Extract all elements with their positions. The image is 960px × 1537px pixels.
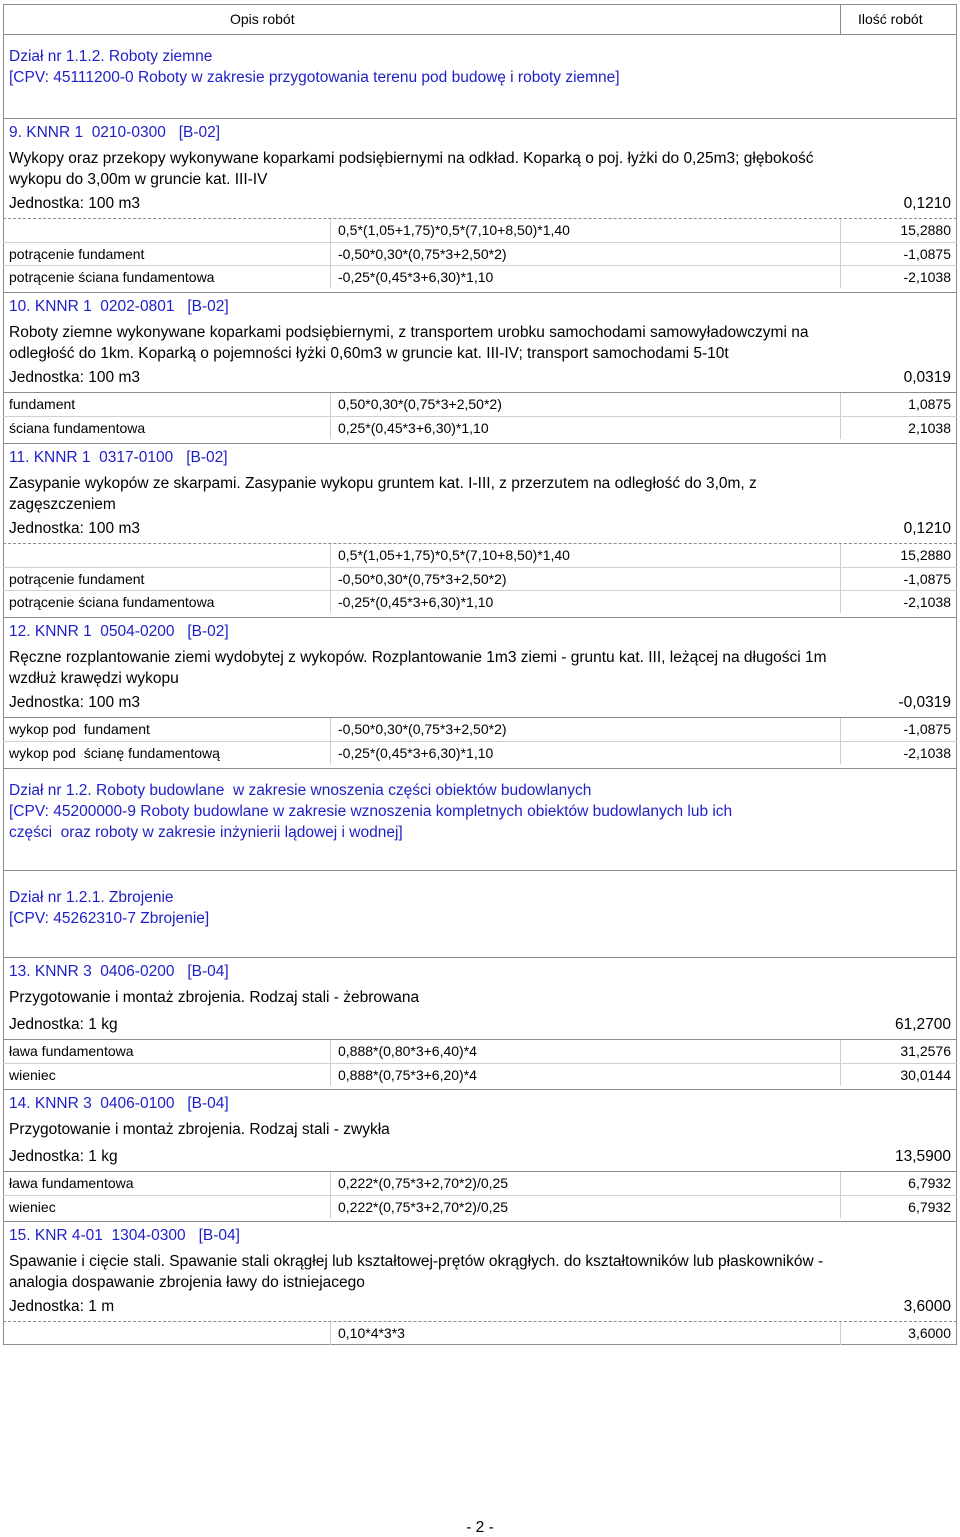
measure-value: 31,2576 xyxy=(840,1040,957,1063)
unit-quantity: 0,1210 xyxy=(903,520,951,537)
item-13 xyxy=(3,957,957,1089)
item-number: 15. KNR 4-01 1304-0300 [B-04] xyxy=(9,1227,240,1244)
measure-row xyxy=(3,741,957,764)
unit-row xyxy=(3,1295,957,1319)
measure-label: potrącenie ściana fundamentowa xyxy=(9,269,215,285)
measure-label: fundament xyxy=(9,396,76,412)
measure-formula: 0,222*(0,75*3+2,70*2)/0,25 xyxy=(330,1196,840,1218)
measure-formula: 0,888*(0,80*3+6,40)*4 xyxy=(330,1040,840,1063)
measure-value: 15,2880 xyxy=(840,219,957,242)
section-1-1-2 xyxy=(3,34,957,118)
description-line: Spawanie i cięcie stali. Spawanie stali okrągłej lub kształtowej-prętów okrągłych. do kształtowników lub płaskowników - xyxy=(9,1253,824,1270)
measure-formula: 0,10*4*3*3 xyxy=(330,1322,840,1345)
item-10 xyxy=(3,292,957,443)
measure-row xyxy=(3,219,957,242)
description-line: Ręczne rozplantowanie ziemi wydobytej z wykopów. Rozplantowanie 1m3 ziemi - gruntu kat. III, leżącej na długości 1m xyxy=(9,649,827,666)
section-cpv: [CPV: 45111200-0 Roboty w zakresie przygotowania terenu pod budowę i roboty ziemne] xyxy=(9,69,620,86)
description-line: wzdłuż krawędzi wykopu xyxy=(9,670,179,687)
section-title: Dział nr 1.2.1. Zbrojenie xyxy=(9,889,174,906)
unit-row xyxy=(3,517,957,541)
item-number: 10. KNNR 1 0202-0801 [B-02] xyxy=(9,298,229,315)
measure-value: 1,0875 xyxy=(840,393,957,416)
page-number: - 2 - xyxy=(466,1519,494,1536)
header-description: Opis robót xyxy=(230,11,295,27)
measure-row xyxy=(3,265,957,288)
measure-formula: -0,50*0,30*(0,75*3+2,50*2) xyxy=(330,243,840,265)
measure-label: wieniec xyxy=(9,1067,56,1083)
measure-formula: 0,5*(1,05+1,75)*0,5*(7,10+8,50)*1,40 xyxy=(330,544,840,567)
unit-quantity: 13,5900 xyxy=(894,1148,951,1165)
unit-quantity: 0,0319 xyxy=(903,369,951,386)
section-1-2-1 xyxy=(3,870,957,957)
measure-row xyxy=(3,1172,957,1195)
measure-label: potrącenie fundament xyxy=(9,246,145,262)
measure-value: 3,6000 xyxy=(840,1322,957,1345)
measure-label: wieniec xyxy=(9,1199,56,1215)
measure-formula: 0,5*(1,05+1,75)*0,5*(7,10+8,50)*1,40 xyxy=(330,219,840,242)
measure-row xyxy=(3,590,957,613)
header-quantity: Ilość robót xyxy=(858,11,923,27)
unit-label: Jednostka: 1 kg xyxy=(9,1148,118,1165)
unit-label: Jednostka: 100 m3 xyxy=(9,520,140,537)
item-description xyxy=(3,471,957,517)
measure-formula: 0,888*(0,75*3+6,20)*4 xyxy=(330,1064,840,1086)
section-title: Dział nr 1.2. Roboty budowlane w zakresie wnoszenia części obiektów budowlanych xyxy=(9,782,592,799)
measure-row xyxy=(3,718,957,741)
measure-row xyxy=(3,242,957,265)
measure-value: -1,0875 xyxy=(840,243,957,265)
measure-row xyxy=(3,544,957,567)
measure-label: ława fundamentowa xyxy=(9,1043,134,1059)
header-quantity-cell xyxy=(840,4,957,34)
item-description xyxy=(3,985,957,1013)
measure-label: potrącenie ściana fundamentowa xyxy=(9,594,215,610)
measure-formula: 0,222*(0,75*3+2,70*2)/0,25 xyxy=(330,1172,840,1195)
measure-row xyxy=(3,416,957,439)
measure-label: potrącenie fundament xyxy=(9,571,145,587)
description-line: Przygotowanie i montaż zbrojenia. Rodzaj stali - zwykła xyxy=(9,1121,390,1138)
table-header xyxy=(3,4,957,34)
description-line: Zasypanie wykopów ze skarpami. Zasypanie wykopu gruntem kat. I-III, z przerzutem na odległość do 3,0m, z xyxy=(9,475,757,492)
measure-row xyxy=(3,1063,957,1086)
item-description xyxy=(3,645,957,691)
measure-label xyxy=(3,1322,330,1345)
measure-formula: -0,50*0,30*(0,75*3+2,50*2) xyxy=(330,718,840,741)
description-line: odległość do 1km. Koparką o pojemności łyżki 0,60m3 w gruncie kat. III-IV; transport samochodami 5-10t xyxy=(9,345,729,362)
measure-formula: -0,25*(0,45*3+6,30)*1,10 xyxy=(330,591,840,613)
item-description xyxy=(3,1117,957,1145)
measure-label: wykop pod ścianę fundamentową xyxy=(9,745,220,761)
description-line: zagęszczeniem xyxy=(9,496,116,513)
unit-label: Jednostka: 100 m3 xyxy=(9,694,140,711)
description-line: wykopu do 3,00m w gruncie kat. III-IV xyxy=(9,171,268,188)
item-9 xyxy=(3,118,957,292)
unit-label: Jednostka: 1 m xyxy=(9,1298,115,1315)
measure-label xyxy=(3,544,330,567)
measure-value: -2,1038 xyxy=(840,591,957,613)
unit-label: Jednostka: 1 kg xyxy=(9,1016,118,1033)
measure-label: wykop pod fundament xyxy=(9,721,150,737)
measure-value: -1,0875 xyxy=(840,718,957,741)
item-number: 9. KNNR 1 0210-0300 [B-02] xyxy=(9,124,221,141)
unit-row xyxy=(3,691,957,715)
unit-row xyxy=(3,1145,957,1169)
measure-value: -2,1038 xyxy=(840,266,957,288)
section-title: Dział nr 1.1.2. Roboty ziemne xyxy=(9,48,213,65)
description-line: Wykopy oraz przekopy wykonywane koparkami podsiębiernymi na odkład. Koparką o poj. łyżki do 0,25m3; głębokość xyxy=(9,150,814,167)
description-line: Roboty ziemne wykonywane koparkami podsiębiernymi, z transportem urobku samochodami samowyładowczymi na xyxy=(9,324,809,341)
unit-quantity: 3,6000 xyxy=(903,1298,951,1315)
section-cpv: [CPV: 45262310-7 Zbrojenie] xyxy=(9,910,210,927)
section-cpv: [CPV: 45200000-9 Roboty budowlane w zakresie wznoszenia kompletnych obiektów budowlanych lub ich xyxy=(9,803,733,820)
measure-row xyxy=(3,567,957,590)
measure-formula: -0,25*(0,45*3+6,30)*1,10 xyxy=(330,742,840,764)
section-cpv: części oraz roboty w zakresie inżynierii lądowej i wodnej] xyxy=(9,824,403,841)
measure-row xyxy=(3,393,957,416)
item-number: 14. KNNR 3 0406-0100 [B-04] xyxy=(9,1095,229,1112)
measure-formula: 0,50*0,30*(0,75*3+2,50*2) xyxy=(330,393,840,416)
item-14 xyxy=(3,1089,957,1221)
measure-value: -1,0875 xyxy=(840,568,957,590)
description-line: Przygotowanie i montaż zbrojenia. Rodzaj stali - żebrowana xyxy=(9,989,420,1006)
item-description xyxy=(3,146,957,192)
measure-value: 6,7932 xyxy=(840,1196,957,1218)
description-line: analogia dospawanie zbrojenia ławy do istniejacego xyxy=(9,1274,365,1291)
measure-formula: 0,25*(0,45*3+6,30)*1,10 xyxy=(330,417,840,439)
section-1-2 xyxy=(3,768,957,870)
item-12 xyxy=(3,617,957,768)
measure-value: 30,0144 xyxy=(840,1064,957,1086)
item-number: 12. KNNR 1 0504-0200 [B-02] xyxy=(9,623,229,640)
measure-formula: -0,50*0,30*(0,75*3+2,50*2) xyxy=(330,568,840,590)
measure-value: 6,7932 xyxy=(840,1172,957,1195)
measure-formula: -0,25*(0,45*3+6,30)*1,10 xyxy=(330,266,840,288)
measure-row xyxy=(3,1322,957,1345)
unit-quantity: 61,2700 xyxy=(894,1016,951,1033)
item-15 xyxy=(3,1221,957,1345)
item-number: 13. KNNR 3 0406-0200 [B-04] xyxy=(9,963,229,980)
unit-row xyxy=(3,366,957,390)
item-11 xyxy=(3,443,957,617)
unit-row xyxy=(3,192,957,216)
measure-value: 2,1038 xyxy=(840,417,957,439)
measure-row xyxy=(3,1040,957,1063)
measure-label: ława fundamentowa xyxy=(9,1175,134,1191)
unit-label: Jednostka: 100 m3 xyxy=(9,195,140,212)
item-description xyxy=(3,320,957,366)
unit-label: Jednostka: 100 m3 xyxy=(9,369,140,386)
measure-label xyxy=(3,219,330,242)
measure-label: ściana fundamentowa xyxy=(9,420,146,436)
item-number: 11. KNNR 1 0317-0100 [B-02] xyxy=(9,449,228,466)
measure-value: -2,1038 xyxy=(840,742,957,764)
item-description xyxy=(3,1249,957,1295)
unit-quantity: -0,0319 xyxy=(898,694,951,711)
unit-quantity: 0,1210 xyxy=(903,195,951,212)
unit-row xyxy=(3,1013,957,1037)
measure-row xyxy=(3,1195,957,1218)
measure-value: 15,2880 xyxy=(840,544,957,567)
